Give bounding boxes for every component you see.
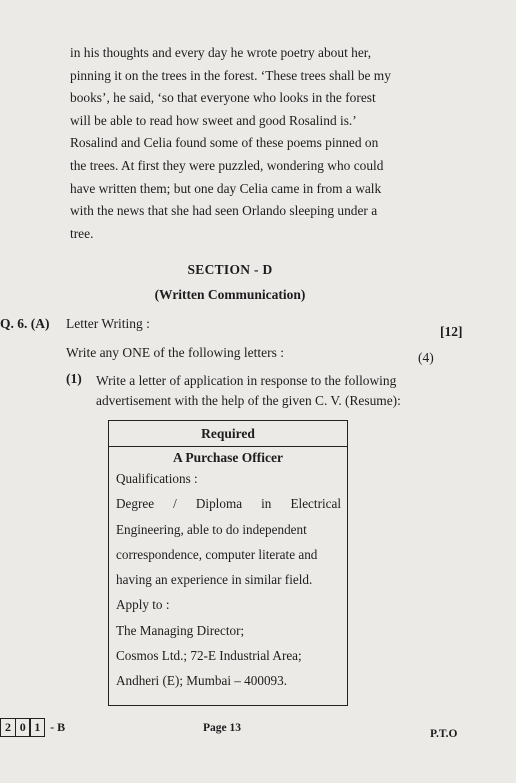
passage-line: in his thoughts and every day he wrote poetry about her, — [70, 45, 372, 60]
advertisement-box — [108, 420, 348, 706]
passage-line: will be able to read how sweet and good Rosalind is.’ — [70, 112, 357, 128]
qualification-line: Degree / Diploma in Electrical — [116, 496, 341, 512]
question-title: Letter Writing : — [66, 316, 150, 331]
address-line: Cosmos Ltd.; 72-E Industrial Area; — [116, 648, 302, 664]
ad-heading: Required — [109, 421, 347, 447]
address-line: The Managing Director; — [116, 622, 245, 638]
apply-to-label: Apply to : — [116, 597, 170, 613]
passage-line: the trees. At first they were puzzled, wondering who could — [70, 157, 384, 173]
section-subtitle: (Written Communication) — [154, 287, 306, 302]
option-line: Write a letter of application in response to the following — [96, 373, 397, 388]
option-number: (1) — [66, 371, 82, 386]
code-digit: 2 — [0, 718, 16, 737]
paper-code — [0, 718, 65, 737]
section-title: SECTION - D — [187, 262, 273, 277]
ad-post-title: A Purchase Officer — [173, 450, 283, 465]
address-line: Andheri (E); Mumbai – 400093. — [116, 673, 288, 689]
pto-label: P.T.O — [430, 728, 458, 740]
option-line: advertisement with the help of the given C. V. (Resume): — [96, 393, 401, 408]
code-digit: 1 — [29, 718, 45, 737]
passage-line: Rosalind and Celia found some of these poems pinned on — [70, 135, 379, 151]
code-digit: 0 — [15, 718, 31, 737]
passage-line: pinning it on the trees in the forest. ‘These trees shall be my — [70, 67, 391, 83]
page-number: Page 13 — [203, 722, 242, 734]
question-marks: [12] — [440, 324, 463, 339]
passage-line: tree. — [70, 225, 94, 241]
passage-line: books’, he said, ‘so that everyone who looks in the forest — [70, 90, 376, 106]
question-instruction: Write any ONE of the following letters : — [66, 345, 285, 360]
passage-line: with the news that she had seen Orlando sleeping under a — [70, 203, 378, 219]
qualifications-label: Qualifications : — [116, 471, 198, 486]
qualification-line: Engineering, able to do independent — [116, 521, 307, 537]
sub-marks: (4) — [418, 350, 434, 365]
question-number: Q. 6. (A) — [0, 316, 50, 331]
passage — [70, 42, 415, 245]
code-suffix: - B — [50, 720, 66, 734]
ad-body — [109, 466, 347, 694]
option-text — [96, 371, 401, 411]
qualification-line: having an experience in similar field. — [116, 572, 313, 588]
qualification-line: correspondence, computer literate and — [116, 546, 318, 562]
passage-line: have written them; but one day Celia came in from a walk — [70, 180, 382, 196]
